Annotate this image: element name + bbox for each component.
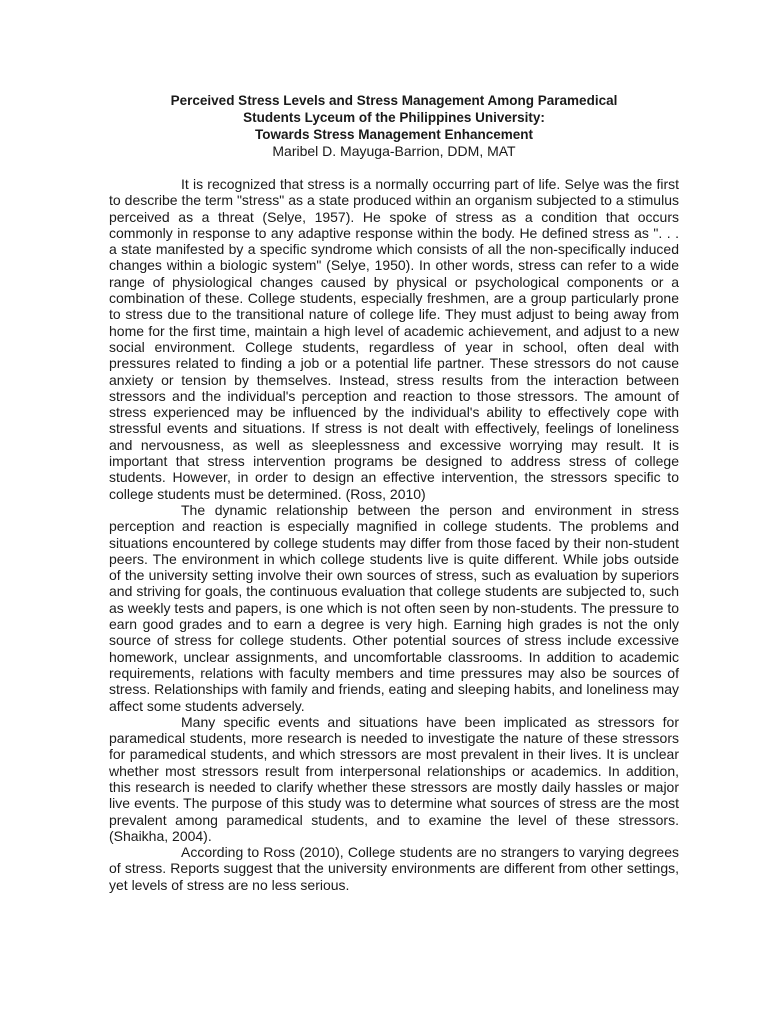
paper-title-line-2: Students Lyceum of the Philippines University: bbox=[243, 110, 545, 125]
paragraph-2: The dynamic relationship between the person and environment in stress perception and reaction is especially magnified in college students. The problems and situations encountered by college students may differ from those faced by their non-student peers. The environment in which college students live is quite different. While jobs outside of the university setting involve their own sources of stress, such as evaluation by superiors and striving for goals, the continuous evaluation that college students are subjected to, such as weekly tests and papers, is one which is not often seen by non-students. The pressure to earn good grades and to earn a degree is very high. Earning high grades is not the only source of stress for college students. Other potential sources of stress include excessive homework, unclear assignments, and uncomfortable classrooms. In addition to academic requirements, relations with faculty members and time pressures may also be sources of stress. Relationships with family and friends, eating and sleeping habits, and loneliness may affect some students adversely. bbox=[109, 501, 679, 714]
body-text bbox=[109, 176, 679, 893]
title-block bbox=[109, 92, 679, 160]
paragraph-3: Many specific events and situations have been implicated as stressors for paramedical students, more research is needed to investigate the nature of these stressors for paramedical students, and which stressors are most prevalent in their lives. It is unclear whether most stressors result from interpersonal relationships or academics. In addition, this research is needed to clarify whether these stressors are mostly daily hassles or major live events. The purpose of this study was to determine what sources of stress are the most prevalent among paramedical students, and to examine the level of these stressors. (Shaikha, 2004). bbox=[109, 713, 679, 844]
paper-title-line-1: Perceived Stress Levels and Stress Management Among Paramedical bbox=[170, 93, 618, 108]
paper-title-line-3: Towards Stress Management Enhancement bbox=[254, 127, 534, 142]
paragraph-4: According to Ross (2010), College students are no strangers to varying degrees of stress. Reports suggest that the university environments are different from other settings, yet levels of stress are no less serious. bbox=[109, 844, 679, 893]
author-line: Maribel D. Mayuga-Barrion, DDM, MAT bbox=[272, 143, 516, 159]
document-page bbox=[109, 92, 679, 893]
paragraph-1: It is recognized that stress is a normally occurring part of life. Selye was the first to describe the term "stress" as a state produced within an organism subjected to a stimulus perceived as a threat (Selye, 1957). He spoke of stress as a condition that occurs commonly in response to any adaptive response within the body. He defined stress as ". . . a state manifested by a specific syndrome which consists of all the non-specifically induced changes within a biologic system" (Selye, 1950). In other words, stress can refer to a wide range of physiological changes caused by physical or psychological components or a combination of these. College students, especially freshmen, are a group particularly prone to stress due to the transitional nature of college life. They must adjust to being away from home for the first time, maintain a high level of academic achievement, and adjust to a new social environment. College students, regardless of year in school, often deal with pressures related to finding a job or a potential life partner. These stressors do not cause anxiety or tension by themselves. Instead, stress results from the interaction between stressors and the individual's perception and reaction to those stressors. The amount of stress experienced may be influenced by the individual's ability to effectively cope with stressful events and situations. If stress is not dealt with effectively, feelings of loneliness and nervousness, as well as sleeplessness and excessive worrying may result. It is important that stress intervention programs be designed to address stress of college students. However, in order to design an effective intervention, the stressors specific to college students must be determined. (Ross, 2010) bbox=[109, 176, 679, 502]
